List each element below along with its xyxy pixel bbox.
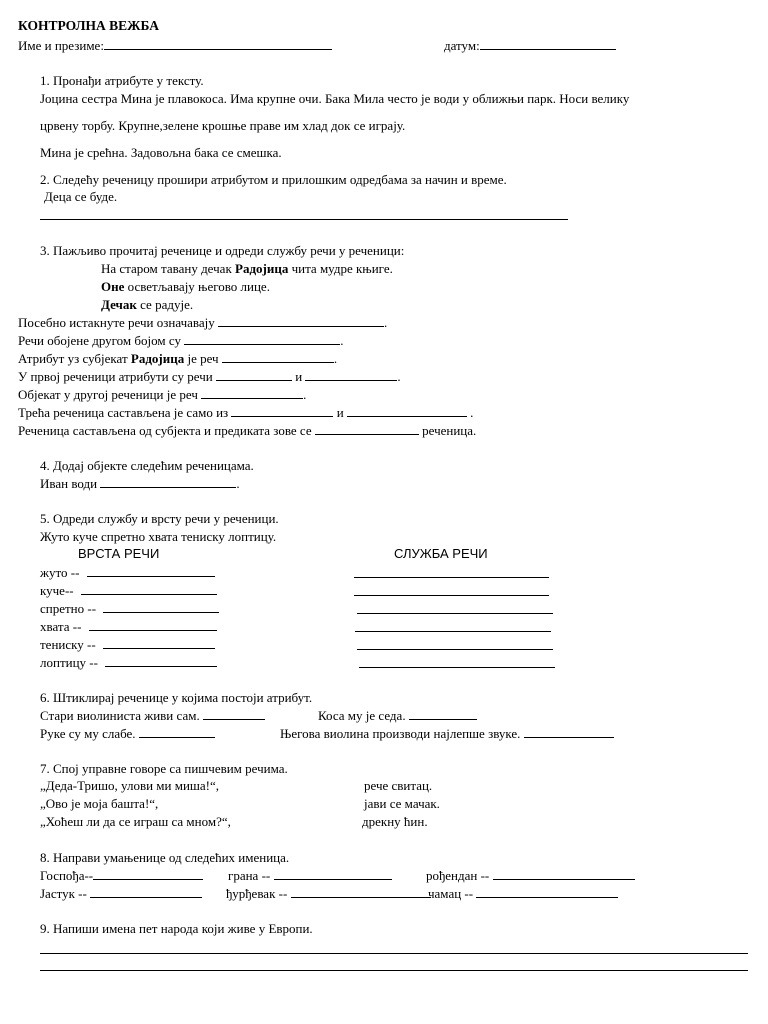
column-header-type: ВРСТА РЕЧИ [78, 546, 160, 561]
answer-blank[interactable] [90, 886, 202, 898]
function-answer-line[interactable] [357, 613, 553, 614]
q1-prompt: 1. Пронађи атрибуте у тексту. [40, 73, 204, 88]
q3-item-2: Речи обојене другом бојом су . [18, 333, 344, 348]
q6-prompt: 6. Штиклирај реченице у којима постоји атрибут. [40, 690, 313, 705]
q9-answer-line[interactable] [40, 970, 748, 971]
function-answer-line[interactable] [355, 631, 551, 632]
q9-prompt: 9. Напиши имена пет народа који живе у Европи. [40, 921, 313, 936]
name-row [18, 38, 332, 54]
q8-prompt: 8. Направи умањенице од следећих именица. [40, 850, 290, 865]
q3-prompt: 3. Пажљиво прочитај реченице и одреди службу речи у реченици: [40, 243, 405, 258]
word-row: хвата -- [40, 619, 217, 635]
function-answer-line[interactable] [357, 649, 553, 650]
q3-item-7: Реченица састављена од субјекта и предиката зове се реченица. [18, 423, 477, 438]
q3-item-4: У првој реченици атрибути су речи и . [18, 369, 401, 384]
q1-text-line: Јоцина сестра Мина је плавокоса. Има крупне очи. Бака Мила често је води у оближњи парк. Носи велику [40, 91, 630, 106]
quote-left: „Деда-Тришо, улови ми миша!“, [40, 778, 220, 793]
q2-answer-line[interactable] [40, 219, 568, 220]
column-header-function: СЛУЖБА РЕЧИ [394, 546, 488, 561]
date-field[interactable] [480, 38, 616, 50]
checkbox-blank[interactable] [203, 708, 265, 720]
q3-sentence-3: Дечак се радује. [101, 297, 194, 312]
answer-blank[interactable] [476, 886, 618, 898]
checkbox-blank[interactable] [139, 726, 215, 738]
answer-blank[interactable] [347, 405, 467, 417]
q5-prompt: 5. Одреди службу и врсту речи у реченици. [40, 511, 279, 526]
q4-sentence-row: Иван води . [40, 476, 240, 491]
q2-prompt: 2. Следећу реченицу прошири атрибутом и прилошким одредбама за начин и време. [40, 172, 507, 187]
quote-right: рече свитац. [364, 778, 433, 793]
word-row: тениску -- [40, 637, 215, 653]
page-title: КОНТРОЛНА ВЕЖБА [18, 18, 159, 33]
word-row: спретно -- [40, 601, 219, 617]
q3-item-1: Посебно истакнуте речи означавају . [18, 315, 388, 330]
word-row: куче-- [40, 583, 217, 599]
answer-blank[interactable] [184, 333, 340, 345]
answer-blank[interactable] [216, 369, 292, 381]
q3-item-5: Објекат у другој реченици је реч . [18, 387, 307, 402]
quote-right: јави се мачак. [364, 796, 440, 811]
quote-left: „Хоћеш ли да се играш са мном?“, [40, 814, 231, 829]
checkbox-blank[interactable] [524, 726, 614, 738]
answer-blank[interactable] [89, 619, 217, 631]
answer-blank[interactable] [222, 351, 334, 363]
q7-prompt: 7. Спој управне говоре са пишчевим речима. [40, 761, 288, 776]
answer-blank[interactable] [291, 886, 431, 898]
answer-blank[interactable] [93, 868, 203, 880]
quote-right: дрекну ћин. [362, 814, 428, 829]
q3-item-6: Трећа реченица састављена је само из и . [18, 405, 474, 420]
answer-blank[interactable] [493, 868, 635, 880]
name-label: Име и презиме: [18, 38, 104, 53]
q6-option: Коса му је седа. [318, 708, 477, 724]
q1-text-line: црвену торбу. Крупне,зелене крошње праве им хлад док се играју. [40, 118, 406, 133]
word-row: лоптицу -- [40, 655, 217, 671]
q3-sentence-2: Оне осветљавају његово лице. [101, 279, 270, 294]
answer-blank[interactable] [103, 637, 215, 649]
answer-blank[interactable] [315, 423, 419, 435]
function-answer-line[interactable] [354, 595, 549, 596]
q6-option: Руке су му слабе. [40, 726, 215, 742]
checkbox-blank[interactable] [409, 708, 477, 720]
function-answer-line[interactable] [354, 577, 549, 578]
date-row [444, 38, 616, 54]
q2-sentence: Деца се буде. [44, 189, 118, 204]
function-answer-line[interactable] [359, 667, 555, 668]
q1-text-line: Мина је срећна. Задовољна бака се смешка. [40, 145, 282, 160]
q3-item-3: Атрибут уз субјекат Радојица је реч . [18, 351, 338, 366]
answer-blank[interactable] [274, 868, 392, 880]
answer-blank[interactable] [100, 476, 236, 488]
diminutive-item: Јастук -- [40, 886, 202, 902]
answer-blank[interactable] [81, 583, 217, 595]
answer-blank[interactable] [105, 655, 217, 667]
diminutive-item: грана -- [228, 868, 392, 884]
diminutive-item: рођендан -- [426, 868, 635, 884]
q5-sentence: Жуто куче спретно хвата тениску лоптицу. [40, 529, 277, 544]
answer-blank[interactable] [201, 387, 303, 399]
diminutive-item: Госпођа-- [40, 868, 203, 884]
quote-left: „Ово је моја башта!“, [40, 796, 159, 811]
q9-answer-line[interactable] [40, 953, 748, 954]
q6-option: Стари виолиниста живи сам. [40, 708, 265, 724]
answer-blank[interactable] [87, 565, 215, 577]
answer-blank[interactable] [305, 369, 397, 381]
name-field[interactable] [104, 38, 332, 50]
diminutive-item: ђурђевак -- [226, 886, 431, 902]
diminutive-item: чамац -- [428, 886, 618, 902]
answer-blank[interactable] [231, 405, 333, 417]
q3-sentence-1: На старом тавану дечак Радојица чита мудре књиге. [101, 261, 393, 276]
answer-blank[interactable] [218, 315, 384, 327]
q6-option: Његова виолина производи најлепше звуке. [280, 726, 614, 742]
answer-blank[interactable] [103, 601, 219, 613]
date-label: датум: [444, 38, 480, 53]
q4-prompt: 4. Додај објекте следећим реченицама. [40, 458, 254, 473]
word-row: жуто -- [40, 565, 215, 581]
